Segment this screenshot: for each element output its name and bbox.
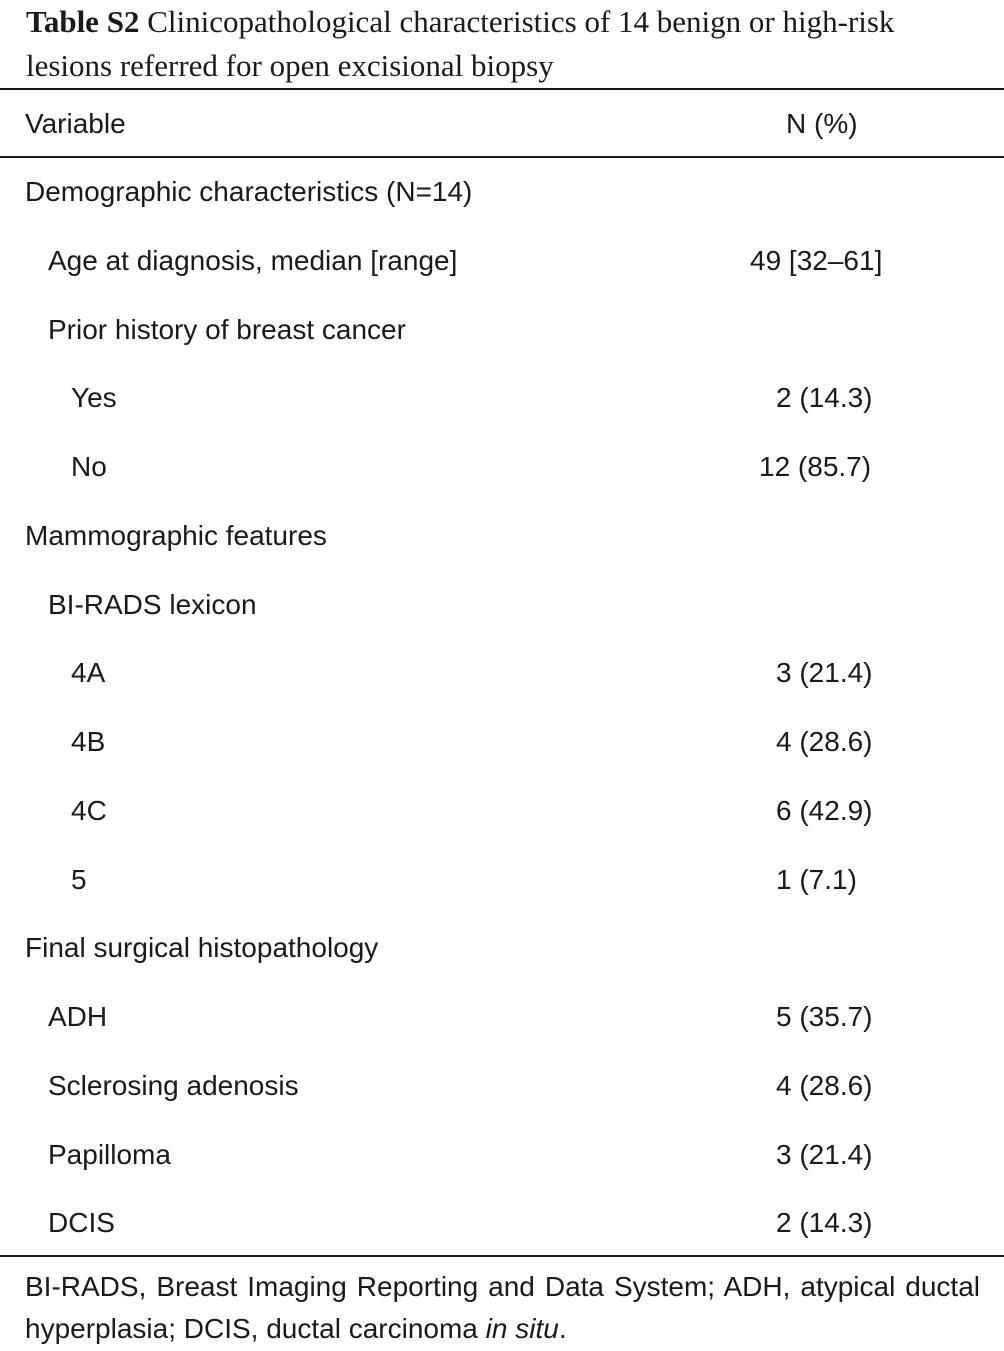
table-row [0, 382, 1004, 450]
row-variable: 4B [71, 726, 106, 757]
header-value: N (%) [786, 108, 858, 139]
row-value: 2 (14.3) [776, 382, 873, 413]
row-variable: 4C [71, 795, 107, 826]
table-row [0, 1001, 1004, 1069]
table-row [0, 1070, 1004, 1138]
row-variable: Prior history of breast cancer [48, 314, 406, 345]
row-value: 2 (14.3) [776, 1207, 873, 1238]
table-top-rule [0, 88, 1004, 90]
footnote-text: BI-RADS, Breast Imaging Reporting and Data System; ADH, atypical ductal hyperplasia; DCIS, ductal carcinoma [25, 1271, 980, 1344]
row-variable: Sclerosing adenosis [48, 1070, 299, 1101]
row-variable: BI-RADS lexicon [48, 589, 257, 620]
row-variable: Demographic characteristics (N=14) [25, 176, 473, 207]
row-value: 3 (21.4) [776, 1139, 873, 1170]
table-bottom-rule [0, 1255, 1004, 1257]
table-row [0, 726, 1004, 794]
row-value: 1 (7.1) [776, 864, 857, 895]
row-variable: 4A [71, 657, 106, 688]
table-row [0, 795, 1004, 863]
table-row [0, 176, 1004, 244]
row-variable: Final surgical histopathology [25, 932, 379, 963]
table-title: Clinicopathological characteristics of 14 benign or high-risk lesions referred for open excisional biopsy [26, 4, 895, 83]
table-row [0, 864, 1004, 932]
table-row [0, 451, 1004, 519]
row-value: 6 (42.9) [776, 795, 873, 826]
table-row [0, 589, 1004, 657]
footnote-end: . [558, 1313, 567, 1344]
table-row [0, 245, 1004, 313]
row-value: 12 (85.7) [759, 451, 872, 482]
row-value: 4 (28.6) [776, 726, 873, 757]
row-value: 4 (28.6) [776, 1070, 873, 1101]
row-variable: No [71, 451, 107, 482]
row-value: 5 (35.7) [776, 1001, 873, 1032]
table-label: Table S2 [26, 4, 140, 39]
row-value: 3 (21.4) [776, 657, 873, 688]
table-row [0, 314, 1004, 382]
footnote-italic: in situ [485, 1313, 559, 1344]
header-variable: Variable [25, 108, 126, 139]
table-caption [26, 0, 986, 88]
table-header-row [0, 108, 1004, 176]
row-variable: ADH [48, 1001, 108, 1032]
table-row [0, 1207, 1004, 1275]
table-row [0, 1139, 1004, 1207]
row-variable: Mammographic features [25, 520, 327, 551]
row-variable: Age at diagnosis, median [range] [48, 245, 458, 276]
row-value: 49 [32–61] [750, 245, 883, 276]
row-variable: Papilloma [48, 1139, 171, 1170]
table-row [0, 520, 1004, 588]
table-footnote [25, 1266, 980, 1350]
row-variable: 5 [71, 864, 87, 895]
row-variable: Yes [71, 382, 117, 413]
table-header-rule [0, 156, 1004, 158]
row-variable: DCIS [48, 1207, 115, 1238]
table-row [0, 657, 1004, 725]
table-row [0, 932, 1004, 1000]
